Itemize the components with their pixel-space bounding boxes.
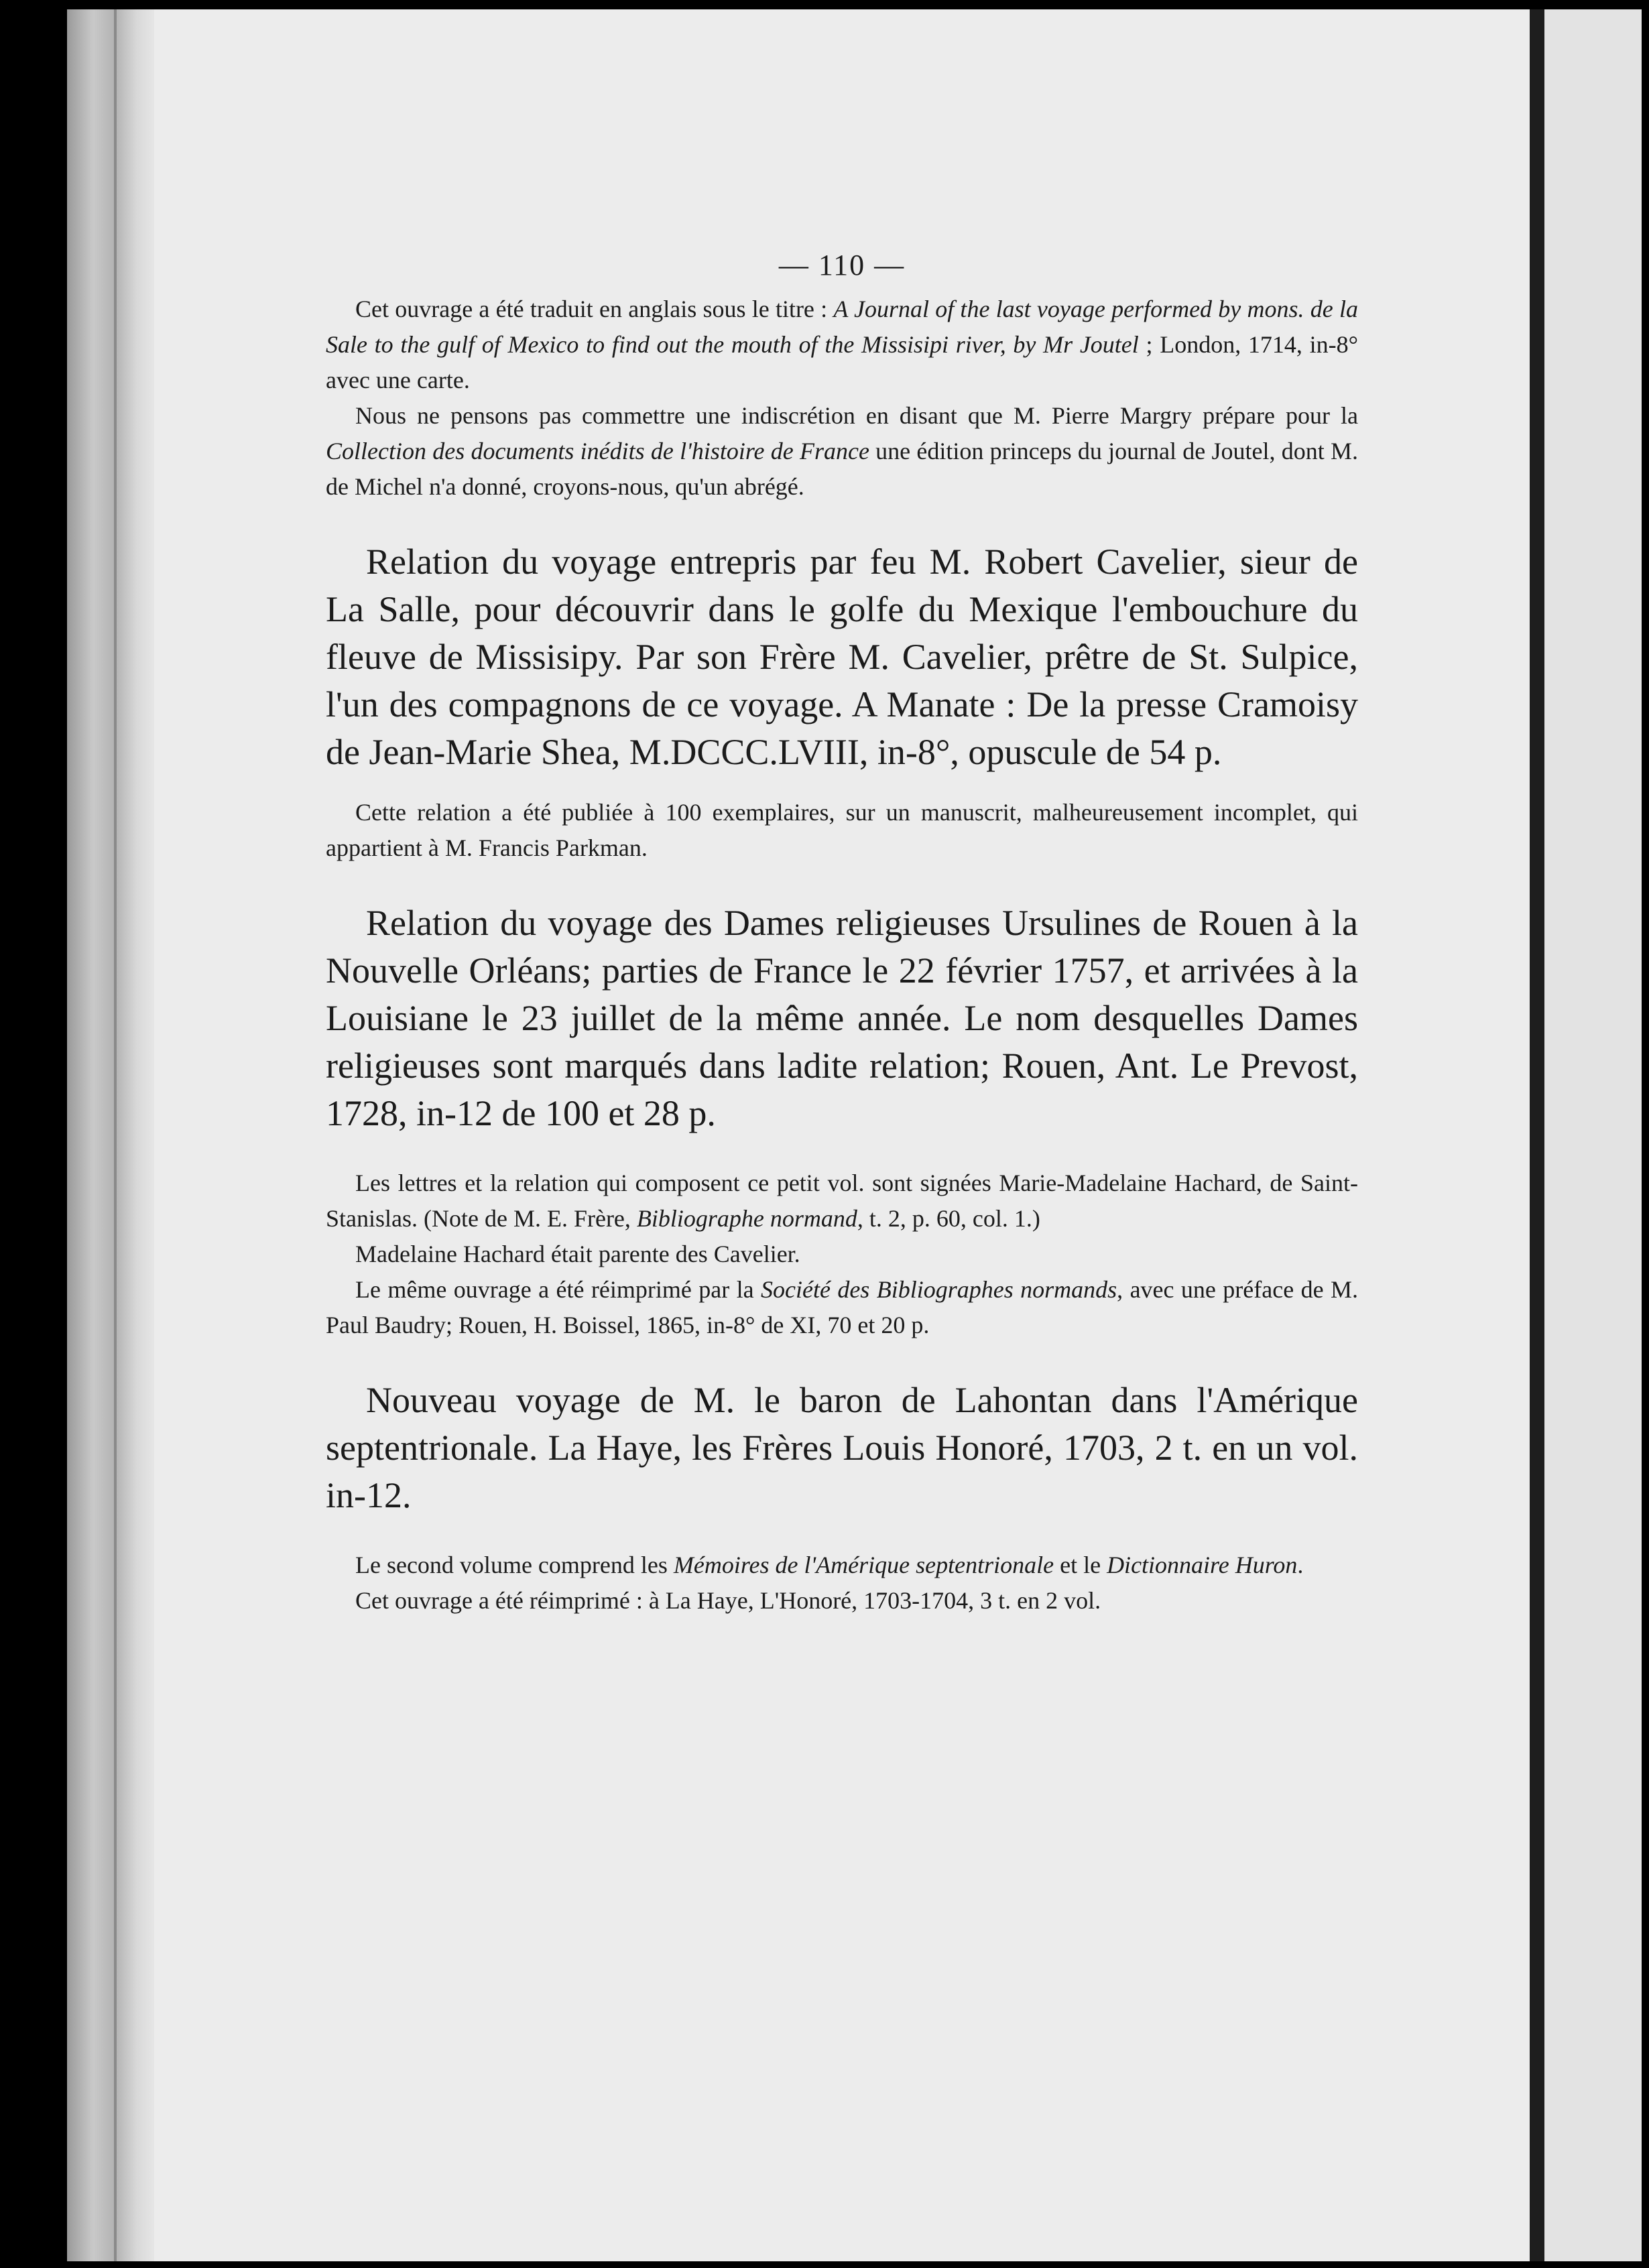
facing-page-edge xyxy=(1544,9,1642,2261)
note-text: , t. 2, p. 60, col. 1.) xyxy=(857,1205,1040,1232)
note-text: Nous ne pensons pas commettre une indiscrétion en disant que M. Pierre Margry prépare pour la xyxy=(355,402,1358,429)
note-text: . xyxy=(1297,1552,1304,1578)
note-text: une édition princeps du journal de Joutel, dont M. de Michel n'a donné, croyons-nous, qu'un abrégé. xyxy=(326,438,1358,500)
note-parkman-manuscript: Cette relation a été publiée à 100 exemplaires, sur un manuscrit, malheureusement incomplet, qui appartient à M. Francis Parkman. xyxy=(326,799,1358,861)
page-binding-edge xyxy=(67,9,154,2261)
note-margry-edition xyxy=(326,398,1358,505)
note-text: Cet ouvrage a été traduit en anglais sous le titre : xyxy=(355,296,834,322)
note-reprint-baudry xyxy=(326,1272,1358,1343)
bibliographic-entry-lahontan: Nouveau voyage de M. le baron de Lahontan dans l'Amérique septentrionale. La Haye, les Frères Louis Honoré, 1703, 2 t. en un vol. in-12. xyxy=(326,1380,1358,1515)
note-text: , avec une préface de M. Paul Baudry; Rouen, H. Boissel, 1865, in-8° de XI, 70 et 20 p. xyxy=(326,1276,1358,1338)
note-italic-title: A Journal of the last voyage performed by mons. de la Sale to the gulf of Mexico to find out the mouth of the Missisipi river, by Mr Joutel xyxy=(326,296,1358,358)
page-number: — 110 — xyxy=(778,249,906,281)
note-text: Le second volume comprend les xyxy=(355,1552,674,1578)
note-italic-title: Bibliographe normand xyxy=(636,1205,857,1232)
note-hachard-letters xyxy=(326,1166,1358,1237)
note-italic-title: Dictionnaire Huron xyxy=(1107,1552,1298,1578)
note-hachard-cavelier: Madelaine Hachard était parente des Cavelier. xyxy=(355,1241,800,1267)
note-italic-title: Collection des documents inédits de l'histoire de France xyxy=(326,438,869,464)
note-italic-title: Mémoires de l'Amérique septentrionale xyxy=(673,1552,1054,1578)
note-text: ; London, 1714, in-8° avec une carte. xyxy=(326,331,1358,393)
page-gutter-shadow xyxy=(1530,9,1544,2261)
bibliographic-entry-cavelier: Relation du voyage entrepris par feu M. Robert Cavelier, sieur de La Salle, pour découvrir dans le golfe du Mexique l'embouchure du fleuve de Missisipy. Par son Frère M. Cavelier, prêtre de St. Sulpice, l'un des compagnons de ce voyage. A Manate : De la presse Cramoisy de Jean-Marie Shea, M.DCCC.LVIII, in-8°, opuscule de 54 p. xyxy=(326,542,1358,772)
note-text: Le même ouvrage a été réimprimé par la xyxy=(355,1276,761,1303)
note-english-translation xyxy=(326,292,1358,398)
note-second-volume xyxy=(326,1548,1358,1583)
bibliographic-entry-ursulines: Relation du voyage des Dames religieuses Ursulines de Rouen à la Nouvelle Orléans; parties de France le 22 février 1757, et arrivées à la Louisiane le 23 juillet de la même année. Le nom desquelles Dames religieuses sont marqués dans ladite relation; Rouen, Ant. Le Prevost, 1728, in-12 de 100 et 28 p. xyxy=(326,903,1358,1133)
page-content xyxy=(326,248,1358,1619)
note-text: et le xyxy=(1054,1552,1107,1578)
note-reprint-lahaye: Cet ouvrage a été réimprimé : à La Haye, L'Honoré, 1703-1704, 3 t. en 2 vol. xyxy=(355,1587,1101,1614)
note-text: Les lettres et la relation qui composent ce petit vol. sont signées Marie-Madelaine Hachard, de Saint-Stanislas. (Note de M. E. Frère, xyxy=(326,1170,1358,1232)
note-italic-title: Société des Bibliographes normands xyxy=(760,1276,1117,1303)
